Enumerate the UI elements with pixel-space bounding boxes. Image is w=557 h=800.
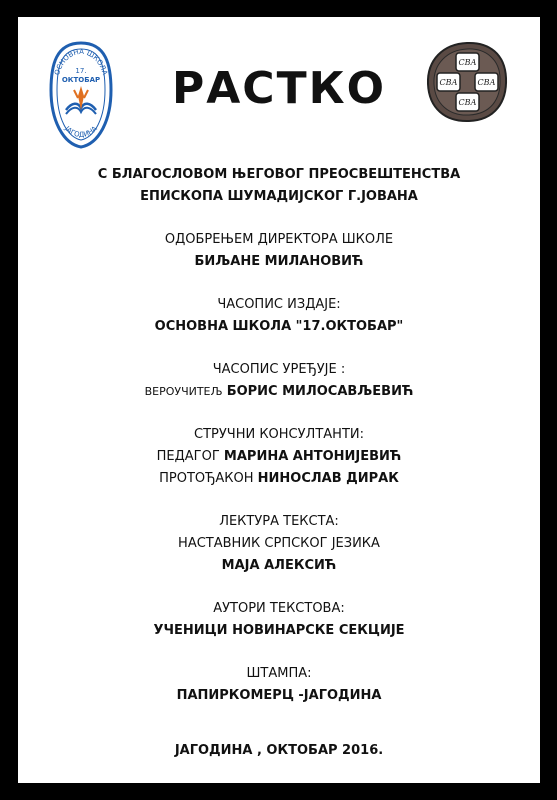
- authors-value: УЧЕНИЦИ НОВИНАРСКЕ СЕКЦИЈЕ: [153, 623, 405, 638]
- consultants-label: СТРУЧНИ КОНСУЛТАНТИ:: [194, 427, 364, 442]
- seal-text-right: СВА: [477, 78, 496, 87]
- consultant-name: МАРИНА АНТОНИЈЕВИЋ: [223, 449, 402, 464]
- editor-label: ЧАСОПИС УРЕЂУЈЕ :: [212, 362, 346, 377]
- seal-text-bottom: СВА: [458, 98, 477, 107]
- authors-label: АУТОРИ ТЕКСТОВА:: [213, 601, 345, 616]
- consultant-role: ПРОТОЂАКОН: [159, 471, 254, 486]
- emblem-arc-text: ОСНОВНА ШКОЛА: [53, 47, 109, 77]
- blessing-line-1: С БЛАГОСЛОВОМ ЊЕГОВОГ ПРЕОСВЕШТЕНСТВА: [97, 167, 461, 182]
- credits: [18, 164, 540, 762]
- emblem-number: 17.: [75, 67, 87, 75]
- magazine-title: РАСТКО: [172, 63, 386, 114]
- publisher-value: ОСНОВНА ШКОЛА "17.ОКТОБАР": [154, 319, 404, 334]
- consultant-line: [18, 468, 540, 490]
- consultant-role: ПЕДАГОГ: [156, 449, 220, 464]
- blessing-line-2: ЕПИСКОПА ШУМАДИЈСКОГ Г.ЈОВАНА: [140, 189, 418, 204]
- place-date: ЈАГОДИНА , ОКТОБАР 2016.: [174, 743, 384, 758]
- print-value: ПАПИРКОМЕРЦ -ЈАГОДИНА: [176, 688, 382, 703]
- page: [18, 17, 540, 783]
- approval-line: ОДОБРЕЊЕМ ДИРЕКТОРА ШКОЛЕ: [164, 232, 394, 247]
- proofreading-role: НАСТАВНИК СРПСКОГ ЈЕЗИКА: [178, 536, 380, 551]
- editor-name: БОРИС МИЛОСАВЉЕВИЋ: [226, 384, 414, 399]
- seal-text-top: СВА: [458, 58, 477, 67]
- director-name: БИЉАНЕ МИЛАНОВИЋ: [194, 254, 364, 269]
- emblem-bottom-text: ЈАГОДИНА: [63, 124, 99, 139]
- editor-line: [18, 381, 540, 403]
- print-label: ШТАМПА:: [246, 666, 312, 681]
- consultant-line: [18, 446, 540, 468]
- consultant-name: НИНОСЛАВ ДИРАК: [257, 471, 399, 486]
- publisher-label: ЧАСОПИС ИЗДАЈЕ:: [217, 297, 341, 312]
- editor-role: ВЕРОУЧИТЕЉ: [144, 385, 223, 398]
- emblem-name: ОКТОБАР: [61, 76, 101, 84]
- proofreading-label: ЛЕКТУРА ТЕКСТА:: [219, 514, 339, 529]
- seal-text-left: СВА: [439, 78, 458, 87]
- proofreader-name: МАЈА АЛЕКСИЋ: [221, 558, 337, 573]
